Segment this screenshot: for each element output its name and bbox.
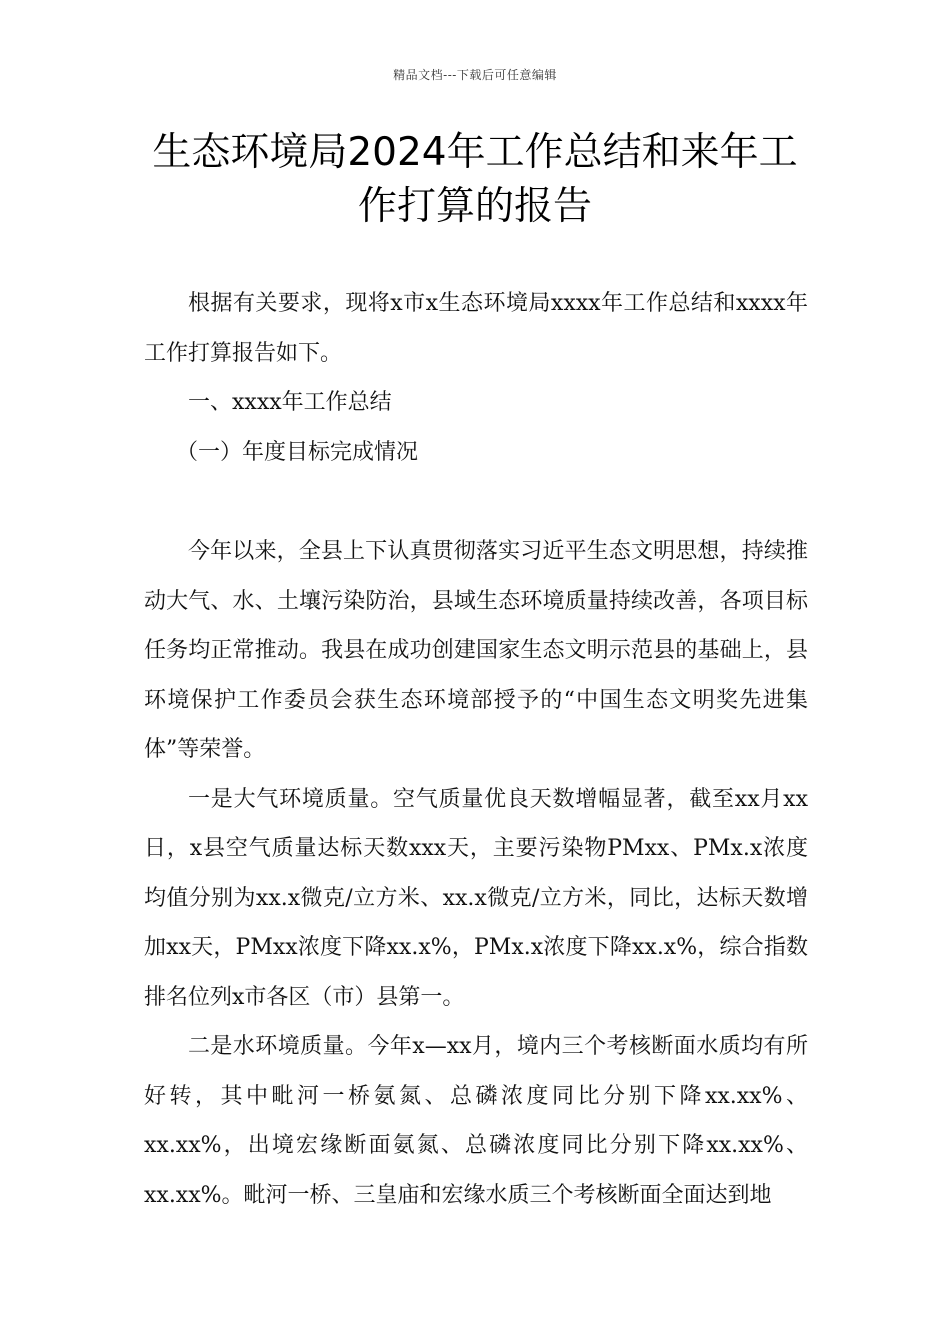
paragraph-air-quality: 一是大气环境质量。空气质量优良天数增幅显著，截至xx月xx日，x县空气质量达标天数xxx天，主要污染物PMxx、PMx.x浓度均值分别为xx.x微克/立方米、xx.x微克/立方米，同比，达标天数增加xx天，PMxx浓度下降xx.x%，PMx.x浓度下降xx.x%，综合指数排名位列x市各区（市）县第一。 (144, 786, 808, 1010)
intro-paragraph: 根据有关要求，现将x市x生态环境局xxxx年工作总结和xxxx年工作打算报告如下。 (144, 291, 808, 366)
paragraph-water-quality: 二是水环境质量。今年x—xx月，境内三个考核断面水质均有所好转，其中毗河一桥氨氮、总磷浓度同比分别下降xx.xx%、xx.xx%，出境宏缘断面氨氮、总磷浓度同比分别下降xx.xx%、xx.xx%。毗河一桥、三皇庙和宏缘水质三个考核断面全面达到地 (144, 1034, 808, 1208)
paragraph-overview: 今年以来，全县上下认真贯彻落实习近平生态文明思想，持续推动大气、水、土壤污染防治，县域生态环境质量持续改善，各项目标任务均正常推动。我县在成功创建国家生态文明示范县的基础上，县环境保护工作委员会获生态环境部授予的“中国生态文明奖先进集体”等荣誉。 (144, 539, 808, 762)
document-body (144, 279, 808, 1220)
subsection-heading: （一）年度目标完成情况 (176, 439, 419, 465)
header-note: 精品文档---下载后可任意编辑 (393, 68, 557, 82)
document-title: 生态环境局2024年工作总结和来年工作打算的报告 (152, 130, 798, 229)
section-heading: 一、xxxx年工作总结 (188, 390, 392, 415)
